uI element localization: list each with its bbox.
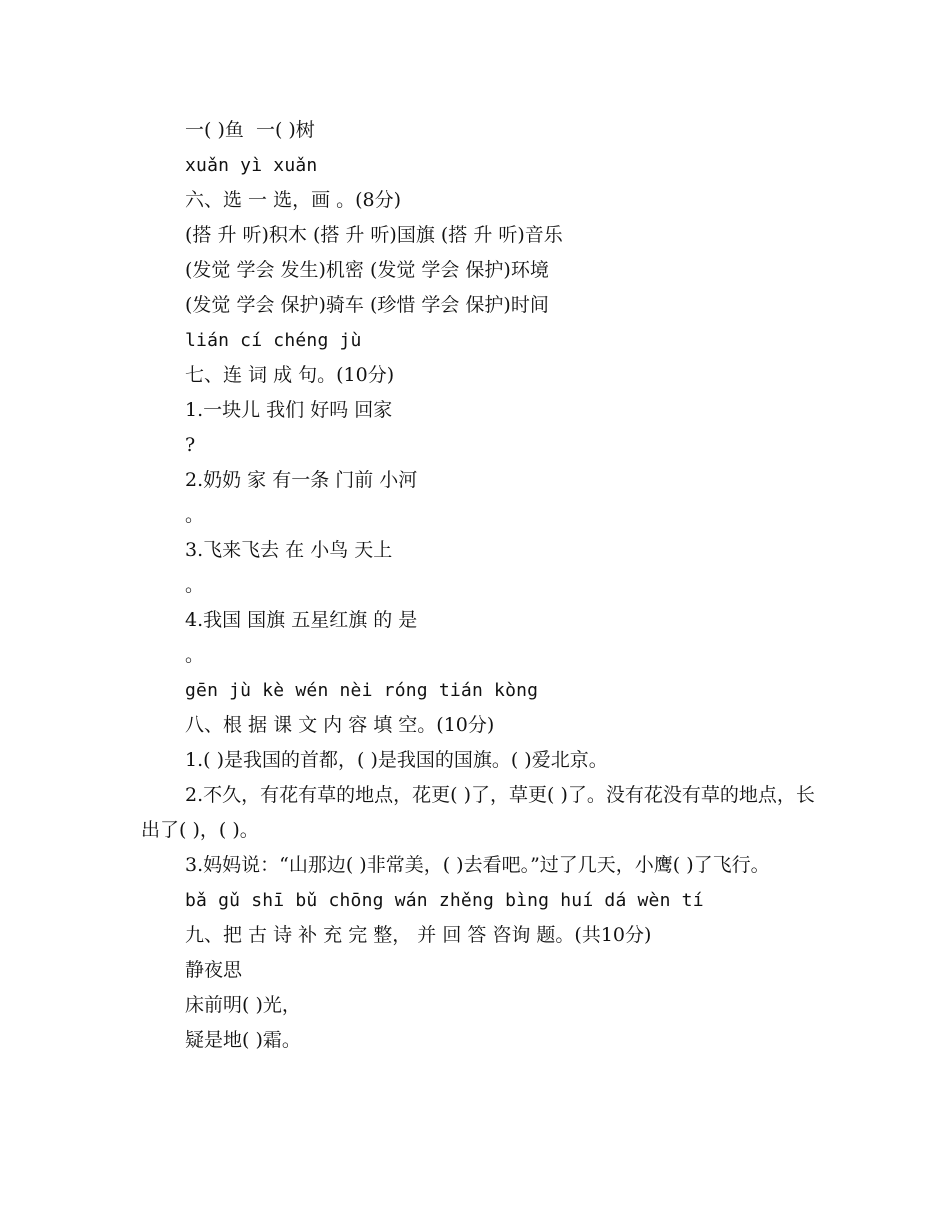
answer-punctuation: 。 xyxy=(185,574,205,596)
answer-punctuation: 。 xyxy=(185,644,205,666)
poem-line: 床前明( )光， xyxy=(185,994,301,1016)
section-heading: 六、选 一 选，画 。(8分) xyxy=(185,189,402,211)
pinyin-line: xuǎn yì xuǎn xyxy=(185,155,318,176)
answer-punctuation: ? xyxy=(185,434,196,456)
question-line: 3.飞来飞去 在 小鸟 天上 xyxy=(185,539,393,561)
section-heading: 七、连 词 成 句。(10分) xyxy=(185,364,395,386)
question-paragraph: 3.妈妈说：“山那边( )非常美，( )去看吧。”过了几天，小鹰( )了飞行。 xyxy=(185,854,770,876)
choice-line: (搭 升 听)积木 (搭 升 听)国旗 (搭 升 听)音乐 xyxy=(185,224,563,246)
answer-punctuation: 。 xyxy=(185,504,205,526)
poem-title: 静夜思 xyxy=(185,959,243,981)
question-line: 1.( )是我国的首都，( )是我国的国旗。( )爱北京。 xyxy=(185,749,608,771)
pinyin-line: lián cí chéng jù xyxy=(185,330,362,351)
question-line: 4.我国 国旗 五星红旗 的 是 xyxy=(185,609,418,631)
choice-line: (发觉 学会 发生)机密 (发觉 学会 保护)环境 xyxy=(185,259,549,281)
section-heading: 八、根 据 课 文 内 容 填 空。(10分) xyxy=(185,714,495,736)
poem-line: 疑是地( )霜。 xyxy=(185,1029,301,1051)
question-paragraph: 2.不久，有花有草的地点，花更( )了，草更( )了。没有花没有草的地点，长出了( )，( )。 xyxy=(141,784,815,841)
question-line: 1.一块儿 我们 好吗 回家 xyxy=(185,399,393,421)
pinyin-line: bǎ gǔ shī bǔ chōng wán zhěng bìng huí dá wèn tí xyxy=(185,890,704,911)
blank-fill-line: 一( )鱼 一( )树 xyxy=(185,119,315,141)
question-line: 2.奶奶 家 有一条 门前 小河 xyxy=(185,469,418,491)
pinyin-line: gēn jù kè wén nèi róng tián kòng xyxy=(185,680,539,701)
document-body xyxy=(141,113,821,1058)
choice-line: (发觉 学会 保护)骑车 (珍惜 学会 保护)时间 xyxy=(185,294,549,316)
section-heading: 九、把 古 诗 补 充 完 整， 并 回 答 咨询 题。(共10分) xyxy=(185,924,652,946)
